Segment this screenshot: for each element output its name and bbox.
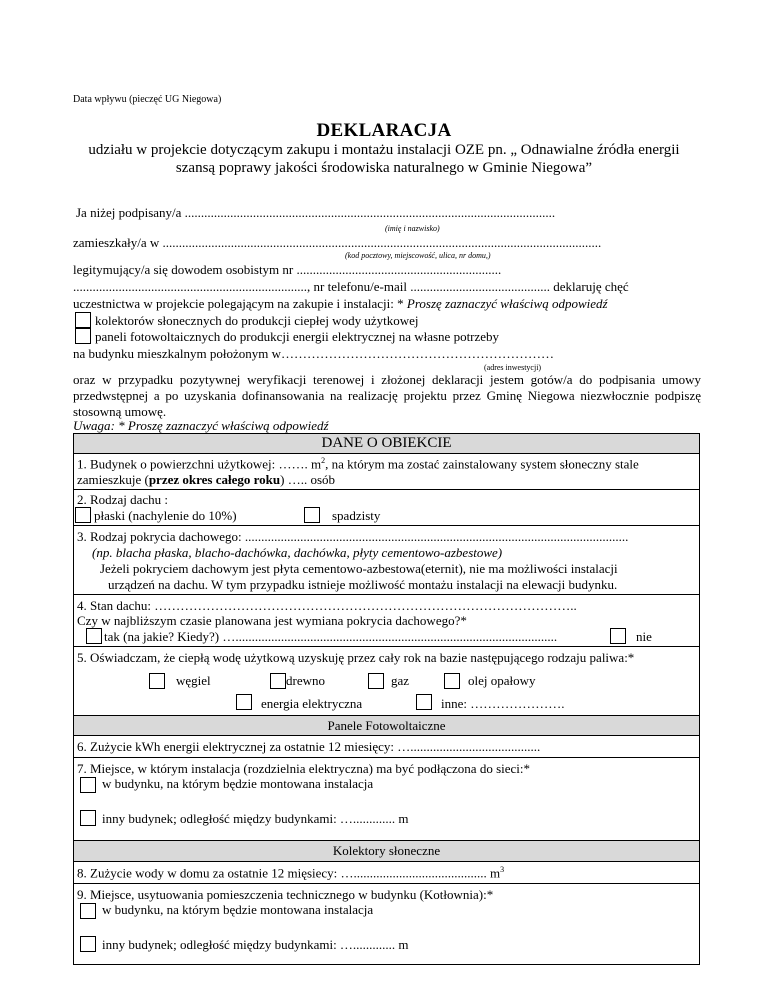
building-address-field[interactable]: na budynku mieszkalnym położonym w……………………………………………………… bbox=[73, 346, 554, 361]
q3-title: 3. Rodzaj pokrycia dachowego: ...................................................................................................................... bbox=[77, 529, 629, 544]
checkbox-pv-other-building[interactable] bbox=[80, 810, 96, 826]
note bbox=[73, 418, 329, 434]
q8-line: 8. Zużycie wody w domu za ostatnie 12 mięsiecy: …......................................... $m^3$ bbox=[77, 865, 505, 881]
name-field[interactable]: Ja niżej podpisany/a .................................................................................................................. bbox=[76, 205, 556, 220]
name-hint: (imię i nazwisko) bbox=[385, 224, 440, 233]
page-subtitle: udziału w projekcie dotyczącym zakupu i montażu instalacji OZE pn. „ Odnawialne źródła energii szansą poprawy jakości środowiska naturalnego w Gminie Niegowa” bbox=[88, 142, 680, 176]
fuel-wood-label: drewno bbox=[286, 673, 325, 688]
checkbox-roof-flat[interactable] bbox=[75, 507, 91, 523]
checkbox-panels[interactable] bbox=[75, 328, 91, 344]
q6-line: 6. Zużycie kWh energii elektrycznej za ostatnie 12 miesięcy: …........................................ bbox=[77, 739, 541, 754]
q7-same-label: w budynku, na którym będzie montowana instalacja bbox=[102, 776, 374, 791]
checkbox-fuel-wood[interactable] bbox=[270, 673, 286, 689]
checkbox-fuel-gas[interactable] bbox=[368, 673, 384, 689]
q2-sloped-label: spadzisty bbox=[332, 508, 381, 523]
fuel-other-label: inne: …………………. bbox=[441, 696, 565, 711]
q2-title: 2. Rodzaj dachu : bbox=[77, 492, 168, 507]
q2-flat-label: płaski (nachylenie do 10%) bbox=[94, 508, 237, 523]
option-collectors-label: kolektorów słonecznych do produkcji ciepłej wody użytkowej bbox=[95, 313, 419, 328]
checkbox-reroof-no[interactable] bbox=[610, 628, 626, 644]
address-hint: (kod pocztowy, miejscowość, ulica, nr domu,) bbox=[345, 251, 491, 260]
checkbox-reroof-yes[interactable] bbox=[86, 628, 102, 644]
checkbox-boiler-same-building[interactable] bbox=[80, 903, 96, 919]
q4-no-label: nie bbox=[636, 629, 652, 644]
q9-title: 9. Miejsce, usytuowania pomieszczenia technicznego w budynku (Kotłownia):* bbox=[77, 887, 494, 902]
q7-title: 7. Miejsce, w którym instalacja (rozdzielnia elektryczna) ma być podłączona do sieci:* bbox=[77, 761, 531, 776]
fuel-gas-label: gaz bbox=[391, 673, 410, 688]
consent-text: oraz w przypadku pozytywnej weryfikacji terenowej i złożonej deklaracji jestem gotów/a do podpisania umowy przedwstępnej a po uzyskania dofinansowania na realizację projektu przez Gminę Niegowa niezwłocznie podpiszę stosowną umowę. bbox=[73, 372, 701, 419]
fuel-oil-label: olej opałowy bbox=[468, 673, 536, 688]
fuel-coal-label: węgiel bbox=[176, 673, 211, 688]
q4-question: Czy w najbliższym czasie planowana jest wymiana pokrycia dachowego?* bbox=[77, 613, 467, 628]
option-panels-label: paneli fotowoltaicznych do produkcji energii elektrycznej na własne potrzeby bbox=[95, 329, 500, 344]
q9-other-label: inny budynek; odległość między budynkami: …............. m bbox=[102, 937, 409, 952]
q1-line1: 1. Budynek o powierzchni użytkowej: ……. $m^2$, na którym ma zostać zainstalowany system słoneczny stale bbox=[77, 456, 639, 472]
page-title: DEKLARACJA bbox=[316, 120, 452, 141]
object-header: DANE O OBIEKCIE bbox=[74, 434, 700, 454]
q3-note2: urządzeń na dachu. W tym przypadku istnieje możliwość montażu instalacji na elewacji budynku. bbox=[108, 577, 618, 592]
q3-note1: Jeżeli pokryciem dachowym jest płyta cementowo-azbestowa(eternit), nie ma możliwości instalacji bbox=[100, 561, 618, 576]
checkbox-fuel-electric[interactable] bbox=[236, 694, 252, 710]
building-hint: (adres inwestycji) bbox=[484, 363, 542, 372]
q7-other-label: inny budynek; odległość między budynkami: …............. m bbox=[102, 811, 409, 826]
q9-same-label: w budynku, na którym będzie montowana instalacja bbox=[102, 902, 374, 917]
id-field[interactable]: legitymujący/a się dowodem osobistym nr ............................................................... bbox=[73, 262, 502, 277]
object-table bbox=[73, 433, 700, 965]
stamp-label: Data wpływu (pieczęć UG Niegowa) bbox=[73, 94, 222, 105]
note-label: Uwaga bbox=[73, 418, 111, 433]
checkbox-fuel-other[interactable] bbox=[416, 694, 432, 710]
checkbox-fuel-coal[interactable] bbox=[149, 673, 165, 689]
note-text: : * Proszę zaznaczyć właściwą odpowiedź bbox=[110, 418, 329, 433]
q1-line2: zamieszkuje (przez okres całego roku) ….. osób bbox=[77, 472, 336, 487]
participation-note: Proszę zaznaczyć właściwą odpowiedź bbox=[406, 296, 608, 311]
q3-examples: (np. blacha płaska, blacho-dachówka, dachówka, płyty cementowo-azbestowe) bbox=[92, 545, 503, 560]
participation-line: uczestnictwa w projekcie polegającym na zakupie i instalacji: * Proszę zaznaczyć właściwą odpowiedź bbox=[73, 296, 608, 311]
q5-title: 5. Oświadczam, że ciepłą wodę użytkową uzyskuję przez cały rok na bazie następującego rodzaju paliwa:* bbox=[77, 650, 635, 665]
phone-field[interactable]: ........................................................................, nr telefonu/e-mail ........................................... deklaruję chęć bbox=[73, 279, 629, 294]
checkbox-roof-sloped[interactable] bbox=[304, 507, 320, 523]
checkbox-boiler-other-building[interactable] bbox=[80, 936, 96, 952]
address-field[interactable]: zamieszkały/a w ....................................................................................................................................... bbox=[73, 235, 602, 250]
checkbox-collectors[interactable] bbox=[75, 312, 91, 328]
q4-title: 4. Stan dachu: …………………………………………………………………………………….. bbox=[77, 598, 577, 613]
solar-header: Kolektory słoneczne bbox=[74, 841, 700, 862]
pv-header: Panele Fotowoltaiczne bbox=[74, 716, 700, 736]
q4-yes-label: tak (na jakie? Kiedy?) …................................................................................................... bbox=[104, 629, 558, 644]
fuel-electric-label: energia elektryczna bbox=[261, 696, 363, 711]
checkbox-pv-same-building[interactable] bbox=[80, 777, 96, 793]
checkbox-fuel-oil[interactable] bbox=[444, 673, 460, 689]
